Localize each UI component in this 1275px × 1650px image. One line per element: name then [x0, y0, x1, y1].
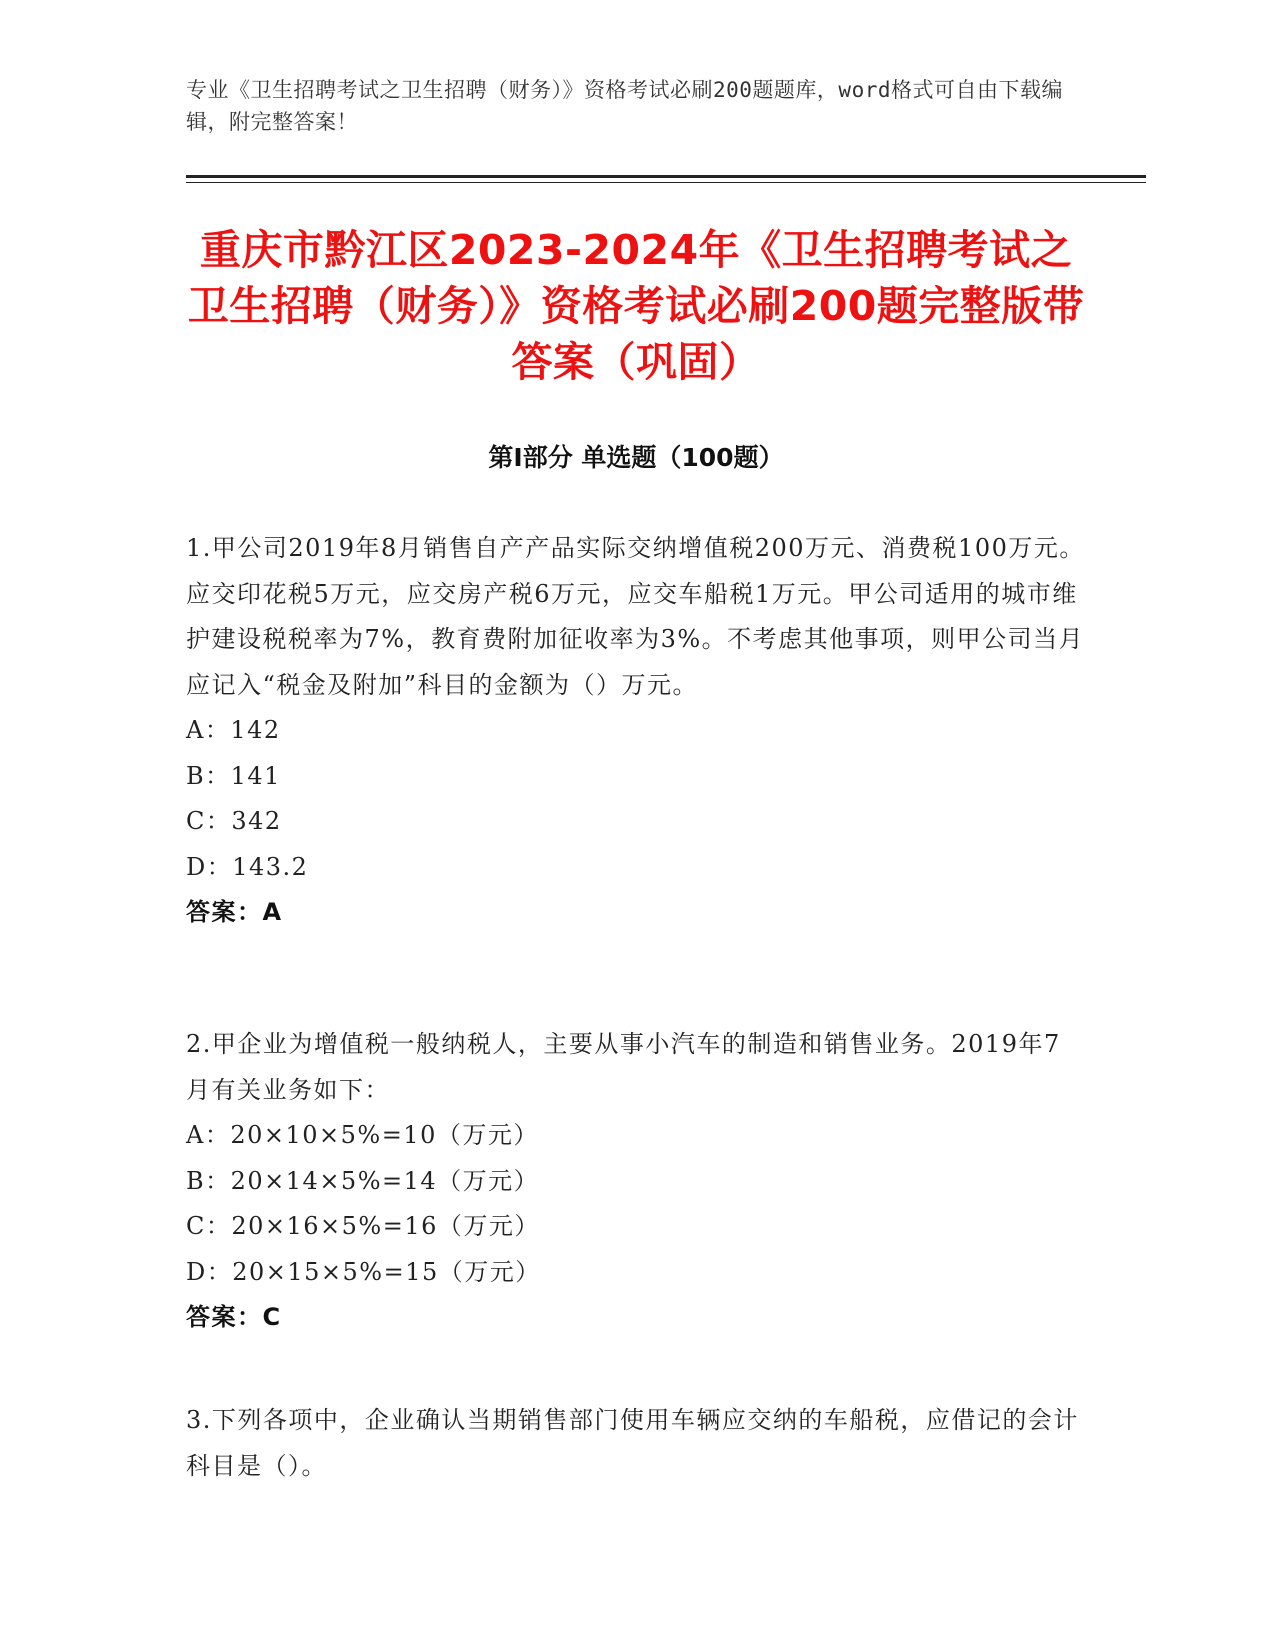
option-b: B：141 [186, 761, 281, 790]
option-b: B：20×14×5%=14（万元） [186, 1166, 540, 1195]
header-divider-thick [186, 175, 1146, 178]
option-a: A：142 [186, 716, 281, 744]
question-3 [186, 1398, 1086, 1489]
header-note: 专业《卫生招聘考试之卫生招聘（财务）》资格考试必刷200题题库，word格式可自由下载编辑，附完整答案！ [186, 78, 1063, 134]
option-d: D：20×15×5%=15（万元） [186, 1257, 541, 1286]
option-a: A：20×10×5%=10（万元） [186, 1121, 539, 1149]
header-divider-thin [186, 182, 1146, 183]
question-stem: 3.下列各项中，企业确认当期销售部门使用车辆应交纳的车船税，应借记的会计科目是（）。 [186, 1406, 1079, 1480]
option-c: C：342 [186, 807, 282, 835]
question-1 [186, 526, 1086, 936]
answer: 答案：C [186, 1303, 282, 1331]
question-stem: 1.甲公司2019年8月销售自产产品实际交纳增值税200万元、消费税100万元。应交印花税5万元，应交房产税6万元，应交车船税1万元。甲公司适用的城市维护建设税税率为7%，教育费附加征收率为3%。不考虑其他事项，则甲公司当月应记入“税金及附加”科目的金额为（）万元。 [186, 534, 1085, 699]
question-2 [186, 1022, 1086, 1341]
question-stem: 2.甲企业为增值税一般纳税人，主要从事小汽车的制造和销售业务。2019年7月有关业务如下： [186, 1030, 1061, 1104]
section-heading: 第Ⅰ部分 单选题（100题） [488, 443, 784, 472]
answer: 答案：A [186, 898, 283, 926]
option-c: C：20×16×5%=16（万元） [186, 1212, 540, 1240]
document-title: 重庆市黔江区2023-2024年《卫生招聘考试之卫生招聘（财务）》资格考试必刷200题完整版带答案（巩固） [187, 226, 1085, 386]
option-d: D：143.2 [186, 852, 309, 881]
